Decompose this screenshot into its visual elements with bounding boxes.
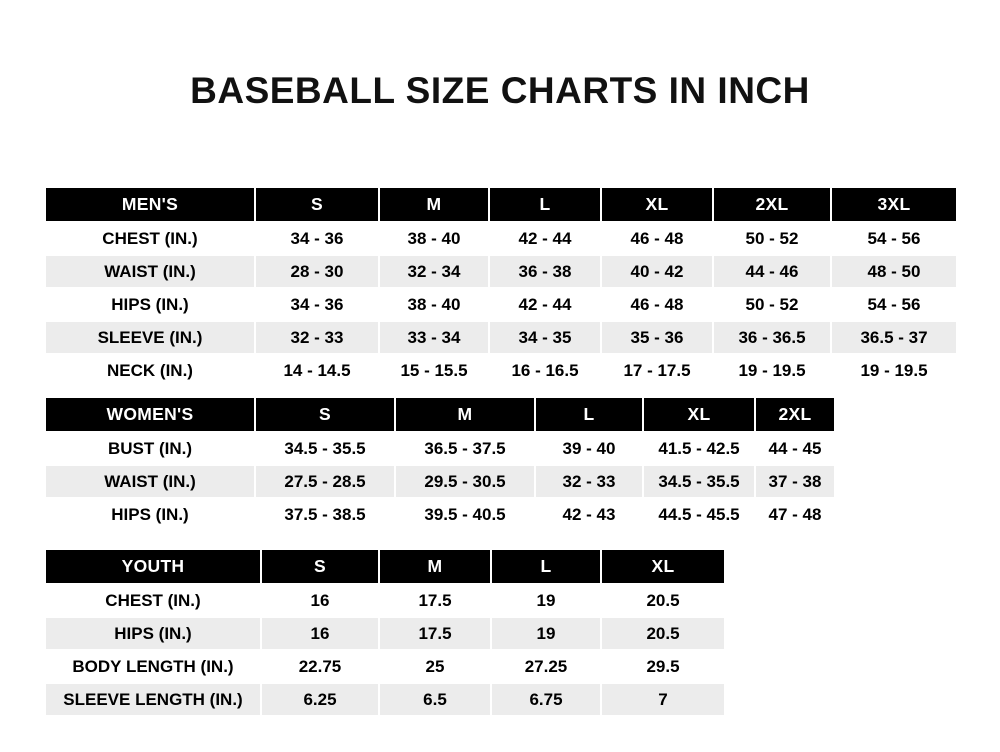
table-cell: 27.5 - 28.5 xyxy=(255,465,395,498)
column-header: M xyxy=(379,549,491,584)
column-header: XL xyxy=(601,549,725,584)
table-row xyxy=(45,617,725,650)
table-cell: 20.5 xyxy=(601,617,725,650)
row-label: HIPS (IN.) xyxy=(45,617,261,650)
table-cell: 16 xyxy=(261,617,379,650)
column-header: 2XL xyxy=(755,397,835,432)
table-cell: 19 - 19.5 xyxy=(831,354,957,387)
table-header-row xyxy=(45,549,725,584)
table-cell: 44 - 45 xyxy=(755,432,835,465)
table-row xyxy=(45,498,835,531)
table-header-row xyxy=(45,397,835,432)
table-cell: 42 - 43 xyxy=(535,498,643,531)
table-cell: 32 - 33 xyxy=(255,321,379,354)
womens-table xyxy=(44,396,836,532)
table-cell: 54 - 56 xyxy=(831,222,957,255)
table-cell: 46 - 48 xyxy=(601,222,713,255)
table-row xyxy=(45,354,957,387)
table-cell: 34.5 - 35.5 xyxy=(643,465,755,498)
row-label: WAIST (IN.) xyxy=(45,255,255,288)
table-cell: 19 xyxy=(491,617,601,650)
table-cell: 19 xyxy=(491,584,601,617)
table-cell: 39 - 40 xyxy=(535,432,643,465)
table-cell: 36.5 - 37.5 xyxy=(395,432,535,465)
column-header: XL xyxy=(643,397,755,432)
table-cell: 37 - 38 xyxy=(755,465,835,498)
table-row xyxy=(45,321,957,354)
table-cell: 40 - 42 xyxy=(601,255,713,288)
table-cell: 17 - 17.5 xyxy=(601,354,713,387)
table-header-row xyxy=(45,187,957,222)
table-cell: 47 - 48 xyxy=(755,498,835,531)
column-header: WOMEN'S xyxy=(45,397,255,432)
womens-size-chart xyxy=(44,396,836,532)
table-cell: 20.5 xyxy=(601,584,725,617)
table-cell: 7 xyxy=(601,683,725,716)
table-cell: 36.5 - 37 xyxy=(831,321,957,354)
table-row xyxy=(45,432,835,465)
table-cell: 17.5 xyxy=(379,584,491,617)
table-cell: 34.5 - 35.5 xyxy=(255,432,395,465)
column-header: S xyxy=(255,397,395,432)
table-cell: 54 - 56 xyxy=(831,288,957,321)
table-cell: 6.5 xyxy=(379,683,491,716)
table-cell: 50 - 52 xyxy=(713,222,831,255)
table-cell: 38 - 40 xyxy=(379,288,489,321)
row-label: SLEEVE (IN.) xyxy=(45,321,255,354)
table-cell: 48 - 50 xyxy=(831,255,957,288)
table-cell: 44.5 - 45.5 xyxy=(643,498,755,531)
table-cell: 29.5 xyxy=(601,650,725,683)
table-row xyxy=(45,222,957,255)
column-header: S xyxy=(261,549,379,584)
row-label: NECK (IN.) xyxy=(45,354,255,387)
table-cell: 32 - 33 xyxy=(535,465,643,498)
table-cell: 32 - 34 xyxy=(379,255,489,288)
youth-size-chart xyxy=(44,548,726,717)
table-cell: 39.5 - 40.5 xyxy=(395,498,535,531)
table-cell: 14 - 14.5 xyxy=(255,354,379,387)
table-cell: 25 xyxy=(379,650,491,683)
column-header: L xyxy=(489,187,601,222)
table-row xyxy=(45,465,835,498)
table-cell: 29.5 - 30.5 xyxy=(395,465,535,498)
table-cell: 19 - 19.5 xyxy=(713,354,831,387)
column-header: M xyxy=(395,397,535,432)
column-header: 3XL xyxy=(831,187,957,222)
table-cell: 6.25 xyxy=(261,683,379,716)
table-cell: 34 - 36 xyxy=(255,288,379,321)
table-cell: 37.5 - 38.5 xyxy=(255,498,395,531)
table-cell: 34 - 35 xyxy=(489,321,601,354)
table-cell: 41.5 - 42.5 xyxy=(643,432,755,465)
column-header: YOUTH xyxy=(45,549,261,584)
column-header: S xyxy=(255,187,379,222)
table-cell: 50 - 52 xyxy=(713,288,831,321)
table-cell: 42 - 44 xyxy=(489,288,601,321)
table-row xyxy=(45,683,725,716)
row-label: WAIST (IN.) xyxy=(45,465,255,498)
mens-table xyxy=(44,186,958,388)
table-cell: 16 xyxy=(261,584,379,617)
table-cell: 27.25 xyxy=(491,650,601,683)
table-cell: 28 - 30 xyxy=(255,255,379,288)
youth-table xyxy=(44,548,726,717)
column-header: L xyxy=(535,397,643,432)
table-row xyxy=(45,650,725,683)
table-cell: 17.5 xyxy=(379,617,491,650)
column-header: 2XL xyxy=(713,187,831,222)
table-cell: 36 - 36.5 xyxy=(713,321,831,354)
page-title: BASEBALL SIZE CHARTS IN INCH xyxy=(190,70,810,111)
table-cell: 36 - 38 xyxy=(489,255,601,288)
row-label: HIPS (IN.) xyxy=(45,498,255,531)
table-cell: 34 - 36 xyxy=(255,222,379,255)
table-row xyxy=(45,255,957,288)
row-label: SLEEVE LENGTH (IN.) xyxy=(45,683,261,716)
table-cell: 46 - 48 xyxy=(601,288,713,321)
column-header: MEN'S xyxy=(45,187,255,222)
row-label: CHEST (IN.) xyxy=(45,222,255,255)
row-label: CHEST (IN.) xyxy=(45,584,261,617)
table-row xyxy=(45,584,725,617)
table-cell: 38 - 40 xyxy=(379,222,489,255)
table-cell: 44 - 46 xyxy=(713,255,831,288)
column-header: XL xyxy=(601,187,713,222)
table-row xyxy=(45,288,957,321)
table-cell: 6.75 xyxy=(491,683,601,716)
table-cell: 33 - 34 xyxy=(379,321,489,354)
table-cell: 22.75 xyxy=(261,650,379,683)
table-cell: 35 - 36 xyxy=(601,321,713,354)
table-cell: 42 - 44 xyxy=(489,222,601,255)
mens-size-chart xyxy=(44,186,958,388)
row-label: BODY LENGTH (IN.) xyxy=(45,650,261,683)
table-cell: 16 - 16.5 xyxy=(489,354,601,387)
row-label: BUST (IN.) xyxy=(45,432,255,465)
column-header: M xyxy=(379,187,489,222)
row-label: HIPS (IN.) xyxy=(45,288,255,321)
column-header: L xyxy=(491,549,601,584)
table-cell: 15 - 15.5 xyxy=(379,354,489,387)
